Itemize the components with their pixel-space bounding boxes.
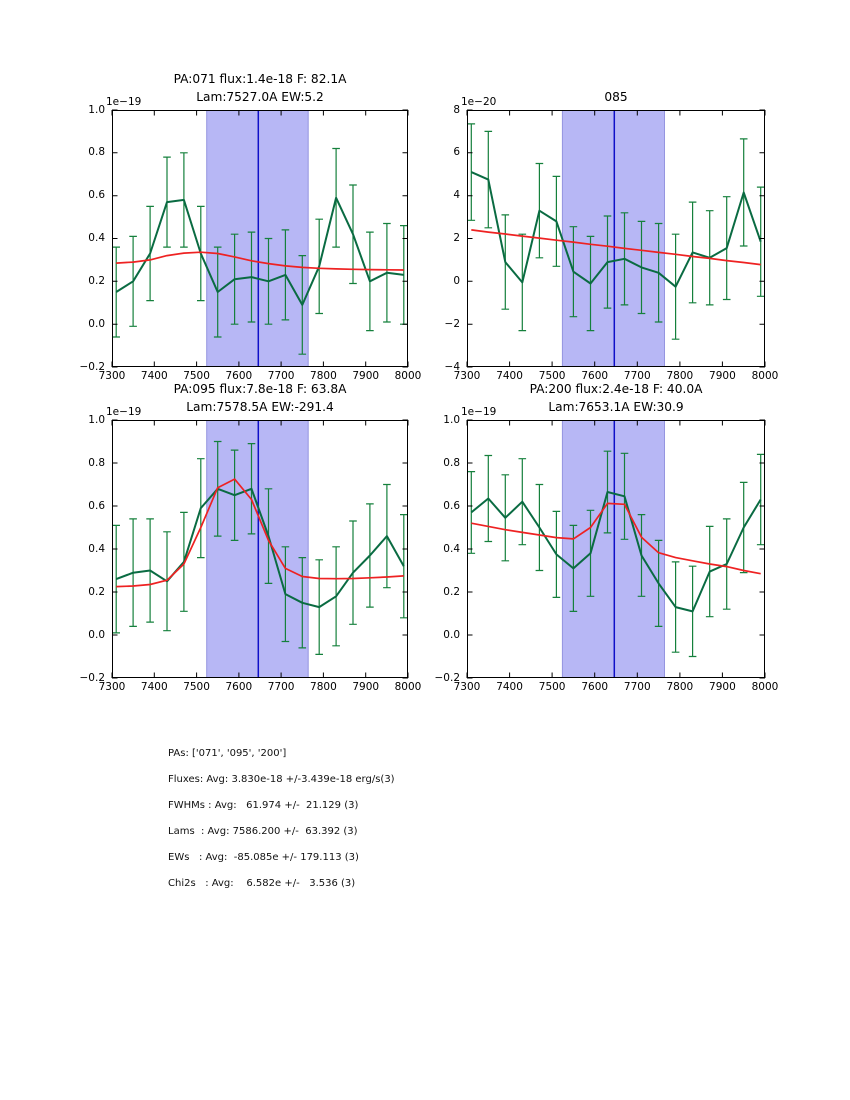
x-tick-label: 7900 (352, 681, 380, 693)
x-tick-label: 7700 (267, 681, 295, 693)
x-tick-label: 7400 (140, 370, 168, 382)
y-tick-label: −2 (444, 317, 460, 330)
y-tick-label: 0.4 (88, 542, 105, 555)
plot-svg (467, 110, 765, 367)
axis-offset-label: 1e−19 (106, 96, 142, 108)
bandpass-region (562, 421, 664, 678)
x-tick-label: 7600 (581, 681, 609, 693)
stats-line-fluxes: Fluxes: Avg: 3.830e-18 +/-3.439e-18 erg/s(3) (168, 774, 395, 785)
plot-title-line: Lam:7578.5A EW:-291.4 (186, 400, 334, 414)
x-tick-label: 8000 (751, 370, 779, 382)
x-tick-label: 7600 (581, 370, 609, 382)
y-tick-label: −4 (444, 360, 460, 373)
plot-title-line: 085 (604, 90, 628, 104)
x-tick-label: 7500 (183, 370, 210, 382)
plot-title-line: Lam:7527.0A EW:5.2 (196, 90, 324, 104)
x-tick-label: 7800 (310, 370, 337, 382)
y-tick-label: 0.2 (88, 585, 105, 598)
y-tick-label: 0.0 (88, 628, 105, 641)
bandpass-region (562, 111, 664, 367)
x-tick-label: 7800 (666, 370, 694, 382)
y-tick-label: 4 (453, 189, 460, 202)
x-tick-label: 7900 (352, 370, 380, 382)
stats-line-chi2s: Chi2s : Avg: 6.582e +/- 3.536 (3) (168, 878, 356, 889)
stats-line-pas: PAs: ['071', '095', '200'] (168, 748, 287, 759)
y-tick-label: 0.0 (88, 317, 105, 330)
plot-svg (467, 420, 765, 678)
y-tick-label: 0.4 (88, 232, 105, 244)
plot-title-line: PA:200 flux:2.4e-18 F: 40.0A (529, 382, 703, 396)
y-tick-label: 0.2 (88, 274, 105, 287)
x-tick-label: 7400 (496, 370, 523, 382)
axis-offset-label: 1e−19 (106, 406, 142, 418)
x-tick-label: 7400 (140, 681, 168, 693)
x-tick-label: 7300 (98, 681, 126, 693)
x-tick-label: 7400 (496, 681, 523, 693)
y-tick-label: 1.0 (88, 413, 105, 426)
x-tick-label: 7600 (225, 681, 253, 693)
x-tick-label: 7700 (267, 370, 295, 382)
y-tick-label: 0.8 (443, 456, 460, 469)
stats-line-ews: EWs : Avg: -85.085e +/- 179.113 (3) (168, 852, 359, 863)
x-tick-label: 7700 (623, 681, 651, 693)
stats-line-fwhms: FWHMs : Avg: 61.974 +/- 21.129 (3) (168, 800, 359, 811)
x-tick-label: 7500 (183, 681, 210, 693)
x-tick-label: 8000 (751, 681, 779, 693)
y-tick-label: 1.0 (443, 413, 460, 426)
y-tick-label: 6 (453, 146, 460, 159)
y-tick-label: 0.6 (88, 189, 105, 202)
y-tick-label: 8 (453, 103, 460, 116)
stats-line-lams: Lams : Avg: 7586.200 +/- 63.392 (3) (168, 826, 358, 837)
y-tick-label: 0.6 (443, 499, 460, 512)
subplot-pa095 (79, 382, 422, 693)
y-tick-label: 0 (453, 274, 460, 287)
x-tick-label: 7600 (225, 370, 253, 382)
y-tick-label: 0.8 (88, 456, 105, 469)
x-tick-label: 8000 (394, 370, 422, 382)
y-tick-label: −0.2 (434, 671, 460, 684)
y-tick-label: 2 (453, 232, 460, 244)
x-tick-label: 7500 (538, 681, 566, 693)
x-tick-label: 7900 (709, 370, 736, 382)
x-tick-label: 7300 (453, 370, 481, 382)
y-tick-label: 1.0 (88, 103, 105, 116)
y-tick-label: 0.6 (88, 499, 105, 512)
subplot-pa200 (434, 382, 779, 693)
y-tick-label: −0.2 (79, 360, 105, 373)
plot-svg (112, 110, 408, 367)
x-tick-label: 7800 (310, 681, 337, 693)
subplot-pa071 (79, 72, 422, 382)
x-tick-label: 7500 (538, 370, 566, 382)
x-tick-label: 8000 (394, 681, 422, 693)
axis-offset-label: 1e−20 (461, 96, 497, 108)
bandpass-region (207, 111, 309, 367)
x-tick-label: 7800 (666, 681, 694, 693)
x-tick-label: 7700 (623, 370, 651, 382)
plot-title-line: Lam:7653.1A EW:30.9 (548, 400, 684, 414)
stats-block (168, 741, 395, 897)
y-tick-label: −0.2 (79, 671, 105, 684)
bandpass-region (207, 421, 309, 678)
y-tick-label: 0.4 (443, 542, 460, 555)
y-tick-label: 0.0 (443, 628, 460, 641)
axis-offset-label: 1e−19 (461, 406, 497, 418)
y-tick-label: 0.8 (88, 146, 105, 159)
plot-title-line: PA:071 flux:1.4e-18 F: 82.1A (173, 72, 347, 86)
x-tick-label: 7900 (709, 681, 736, 693)
subplot-pa085 (444, 90, 779, 382)
plot-svg (112, 420, 408, 678)
x-tick-label: 7300 (453, 681, 481, 693)
y-tick-label: 0.2 (443, 585, 460, 598)
plot-title-line: PA:095 flux:7.8e-18 F: 63.8A (173, 382, 347, 396)
x-tick-label: 7300 (98, 370, 126, 382)
